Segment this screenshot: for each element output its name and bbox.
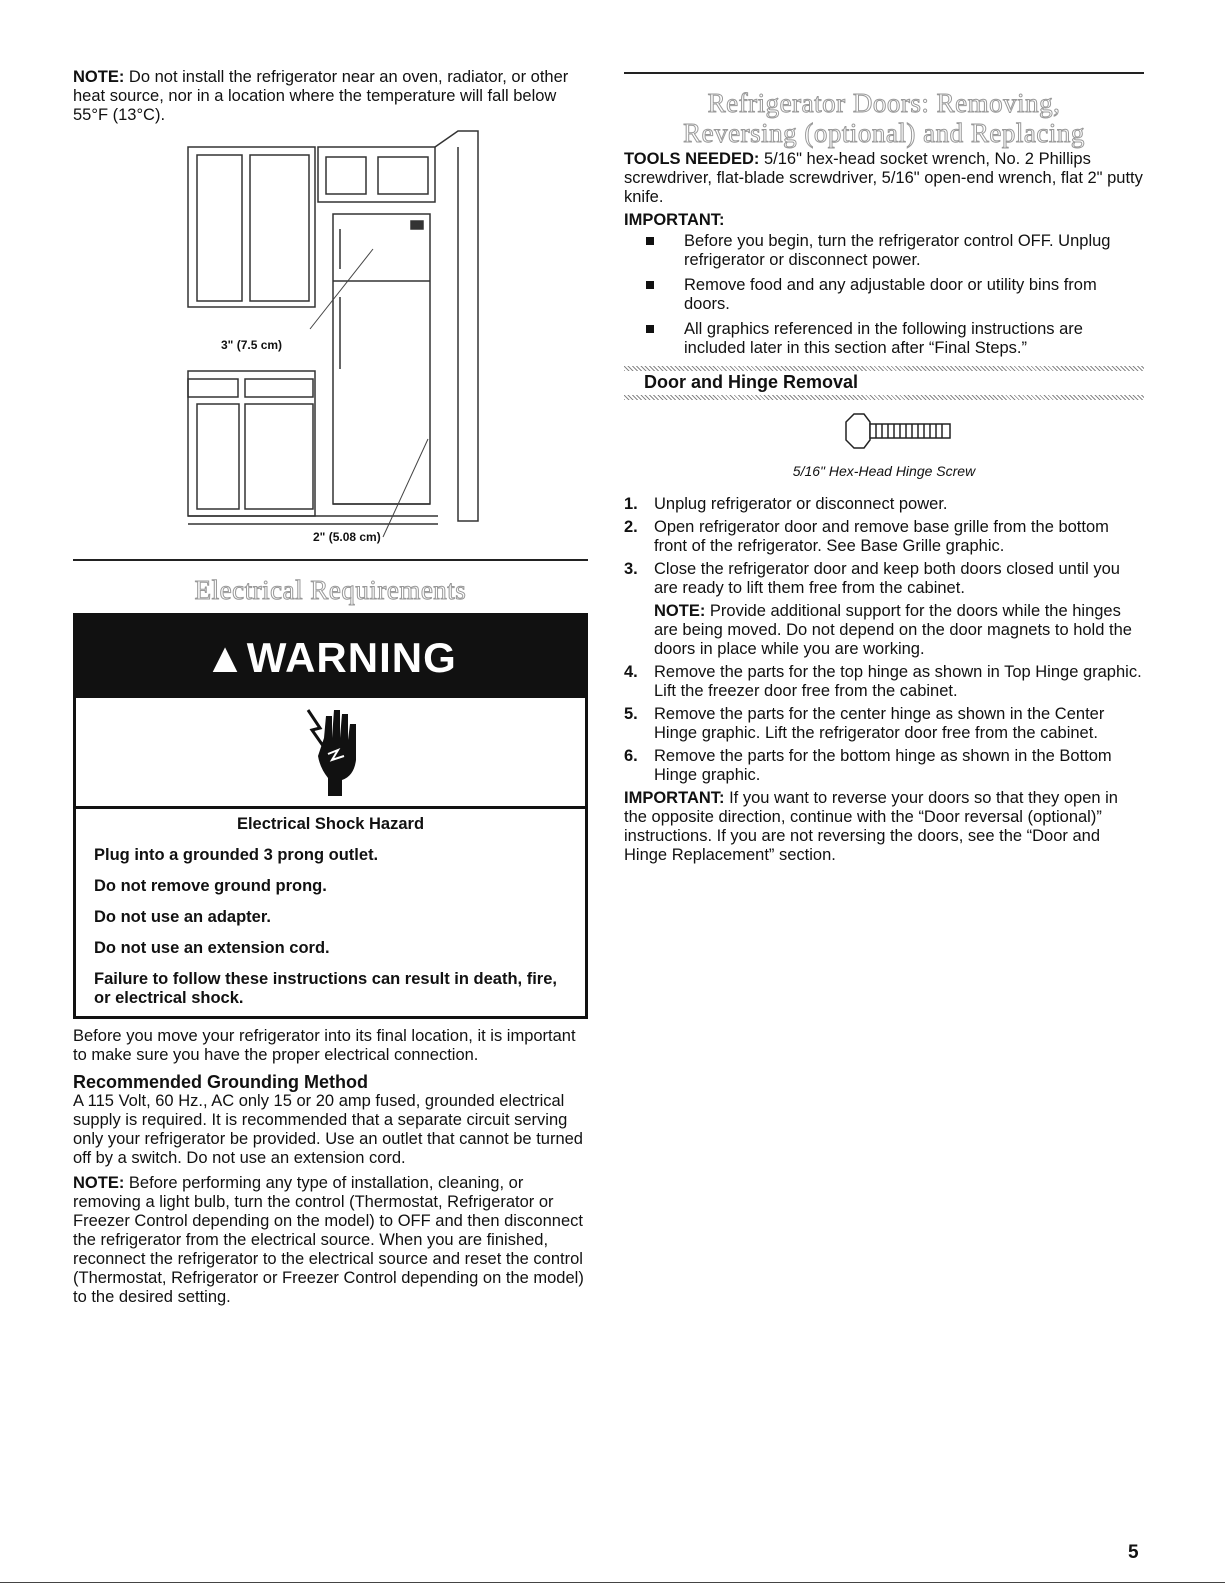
warning-line: Failure to follow these instructions can result in death, fire, or electrical shock. [94,970,557,1007]
step-text: Open refrigerator door and remove base grille from the bottom front of the refrigerator. See Base Grille graphic. [654,518,1109,555]
warning-line: Do not use an adapter. [94,908,271,926]
important-bullets [624,232,1144,358]
hinge-screw-figure [624,400,1144,462]
intro-paragraph: Before you move your refrigerator into its final location, it is important to make sure you have the proper electrical connection. [73,1027,576,1064]
warning-box [73,613,588,1019]
important-text: If you want to reverse your doors so that they open in the opposite direction, continue with the “Door reversal (optional)” instructions. If you are not reversing the doors, see the “Door and Hinge Replacement” section. [624,789,1118,864]
note-label: NOTE: [73,68,125,86]
step-text: Close the refrigerator door and keep both doors closed until you are ready to lift them free from the cabinet. [654,560,1120,597]
location-note [73,68,588,125]
doors-section-title-line2: Reversing (optional) and Replacing [683,118,1085,148]
step-number: 2. [624,518,638,536]
warning-header [76,616,585,698]
list-item [624,663,1144,701]
warning-title: WARNING [246,634,457,681]
step-note [654,602,1144,659]
note-text: Before performing any type of installation, cleaning, or removing a light bulb, turn the control (Thermostat, Refrigerator or Freezer Control depending on the model) to OFF and then disconnect the refrigerator from the electrical source. When you are finished, reconnect the refrigerator to the electrical source and reset the control (Thermostat, Refrigerator or Freezer Control depending on the model) to the desired setting. [73,1174,584,1306]
page-number: 5 [1128,1542,1139,1563]
section-divider [624,72,1144,74]
step-number: 4. [624,663,638,681]
doors-section-title-line1: Refrigerator Doors: Removing, [707,88,1061,118]
tools-text: 5/16" hex-head socket wrench, No. 2 Phillips screwdriver, flat-blade screwdriver, 5/16" open-end wrench, flat 2" putty knife. [624,150,1143,206]
control-note [73,1174,588,1307]
list-item [624,495,1144,514]
grounding-heading: Recommended Grounding Method [73,1072,368,1092]
step-text: Unplug refrigerator or disconnect power. [654,495,948,513]
step-number: 3. [624,560,638,578]
list-item [624,705,1144,743]
hazard-title: Electrical Shock Hazard [236,815,425,833]
door-hinge-removal-heading: Door and Hinge Removal [644,372,859,392]
note-text: Provide additional support for the doors while the hinges are being moved. Do not depend on the door magnets to hold the doors in place while you are working. [654,602,1132,658]
grounding-paragraph: A 115 Volt, 60 Hz., AC only 15 or 20 amp fused, grounded electrical supply is required. It is recommended that a separate circuit serving only your refrigerator be provided. Use an outlet that cannot be turned off by a switch. Do not use an extension cord. [73,1092,583,1167]
tools-label: TOOLS NEEDED: [624,150,760,168]
important-label: IMPORTANT: [624,211,725,229]
list-item: Remove food and any adjustable door or utility bins from doors. [624,276,1144,314]
note-label: NOTE: [73,1174,125,1192]
important-label: IMPORTANT: [624,789,725,807]
step-number: 6. [624,747,638,765]
list-item [624,518,1144,556]
step-text: Remove the parts for the center hinge as shown in the Center Hinge graphic. Lift the refrigerator door free from the cabinet. [654,705,1105,742]
list-item [624,560,1144,659]
right-column [624,68,1144,865]
top-clearance-label: 3" (7.5 cm) [221,338,283,352]
step-text: Remove the parts for the top hinge as shown in Top Hinge graphic. Lift the freezer door free from the cabinet. [654,663,1142,700]
step-number: 5. [624,705,638,723]
step-number: 1. [624,495,638,513]
warning-body [76,809,585,1016]
list-item: All graphics referenced in the following instructions are included later in this section after “Final Steps.” [624,320,1144,358]
left-column [73,68,588,1307]
step-text: Remove the parts for the bottom hinge as shown in the Bottom Hinge graphic. [654,747,1112,784]
kitchen-illustration [73,129,588,549]
note-label: NOTE: [654,602,706,620]
section-divider [73,559,588,561]
installation-clearance-figure [73,129,588,549]
warning-line: Do not use an extension cord. [94,939,330,957]
note-text: Do not install the refrigerator near an oven, radiator, or other heat source, nor in a location where the temperature will fall below 55°F (13°C). [73,68,569,124]
warning-line: Do not remove ground prong. [94,877,327,895]
list-item [624,747,1144,785]
hex-head-screw-icon [624,400,1144,462]
tools-needed [624,150,1144,207]
list-item: Before you begin, turn the refrigerator control OFF. Unplug refrigerator or disconnect power. [624,232,1144,270]
warning-line: Plug into a grounded 3 prong outlet. [94,846,379,864]
warning-triangle-icon: ▲ [204,634,247,681]
reversal-important [624,789,1144,865]
electrical-section-title: Electrical Requirements [194,575,467,605]
bottom-clearance-label: 2" (5.08 cm) [313,530,381,544]
electrical-shock-hand-icon [76,698,585,809]
screw-caption: 5/16" Hex-Head Hinge Screw [792,463,976,479]
removal-steps [624,495,1144,785]
page-bottom-rule [0,1582,1225,1583]
